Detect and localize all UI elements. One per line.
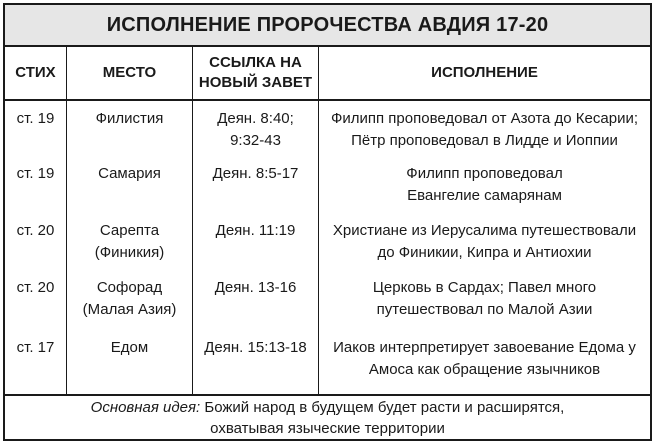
- header-verse: СТИХ: [15, 64, 56, 81]
- cell-nt-reference: [193, 220, 318, 242]
- cell-place: [67, 108, 192, 130]
- cell-verse: ст. 20: [16, 222, 55, 239]
- cell-place-line1: Сарепта: [99, 222, 160, 239]
- main-idea-text-line2: охватывая языческие территории: [210, 419, 445, 437]
- cell-ref-line1: Деян. 8:40;: [217, 110, 294, 127]
- prophecy-table: [3, 3, 652, 441]
- cell-place-line1: Самария: [98, 165, 161, 182]
- cell-place-line1: Софорад: [96, 279, 163, 296]
- header-nt-reference: [193, 47, 318, 99]
- cell-ref-line1: Деян. 15:13-18: [204, 339, 307, 356]
- cell-ref-line1: Деян. 11:19: [215, 222, 296, 239]
- header-fulfillment: ИСПОЛНЕНИЕ: [431, 64, 538, 81]
- cell-ref-line2: 9:32-43: [230, 132, 281, 149]
- main-idea: [48, 397, 608, 439]
- cell-fulfillment-line1: Филипп проповедовал: [406, 165, 563, 182]
- cell-place: [67, 277, 192, 321]
- header-place: МЕСТО: [102, 64, 157, 81]
- table-header: [5, 47, 650, 101]
- cell-fulfillment-line2: Евангелие самарянам: [407, 187, 562, 204]
- cell-fulfillment: [319, 163, 650, 207]
- cell-place-line1: Едом: [110, 339, 149, 356]
- cell-verse: ст. 17: [16, 339, 55, 356]
- cell-place: [67, 163, 192, 185]
- cell-ref-line1: Деян. 13-16: [214, 279, 297, 296]
- cell-fulfillment-line1: Церковь в Сардах; Павел много: [372, 279, 597, 296]
- cell-nt-reference: [193, 277, 318, 299]
- table-footer: [5, 394, 650, 439]
- main-idea-label: Основная идея:: [90, 398, 201, 416]
- cell-ref-line1: Деян. 8:5-17: [212, 165, 299, 182]
- cell-fulfillment-line1: Иаков интерпретирует завоевание Едома у: [333, 339, 636, 356]
- cell-fulfillment: [319, 277, 650, 321]
- cell-place-line2: (Малая Азия): [82, 301, 177, 318]
- cell-fulfillment-line2: Пётр проповедовал в Лидде и Иоппии: [351, 132, 618, 149]
- cell-fulfillment-line2: до Финикии, Кипра и Антиохии: [377, 244, 592, 261]
- cell-place-line1: Филистия: [95, 110, 164, 127]
- cell-fulfillment: [319, 108, 650, 152]
- cell-nt-reference: [193, 337, 318, 359]
- cell-fulfillment-line2: путешествовал по Малой Азии: [376, 301, 593, 318]
- cell-fulfillment: [319, 220, 650, 264]
- cell-place-line2: (Финикия): [94, 244, 165, 261]
- cell-verse: ст. 19: [16, 110, 55, 127]
- cell-nt-reference: [193, 108, 318, 152]
- cell-fulfillment-line2: Амоса как обращение язычников: [368, 361, 601, 378]
- main-idea-text-line1: Божий народ в будущем будет расти и расширятся,: [200, 398, 565, 416]
- table-title: ИСПОЛНЕНИЕ ПРОРОЧЕСТВА АВДИЯ 17-20: [5, 5, 650, 47]
- cell-fulfillment: [319, 337, 650, 381]
- cell-place: [67, 220, 192, 264]
- cell-fulfillment-line1: Филипп проповедовал от Азота до Кесарии;: [330, 110, 638, 127]
- header-nt-reference-line1: ССЫЛКА НА: [209, 54, 302, 71]
- cell-fulfillment-line1: Христиане из Иерусалима путешествовали: [332, 222, 637, 239]
- cell-place: [67, 337, 192, 359]
- header-nt-reference-line2: НОВЫЙ ЗАВЕТ: [198, 74, 313, 91]
- cell-verse: ст. 19: [16, 165, 55, 182]
- cell-verse: ст. 20: [16, 279, 55, 296]
- cell-nt-reference: [193, 163, 318, 185]
